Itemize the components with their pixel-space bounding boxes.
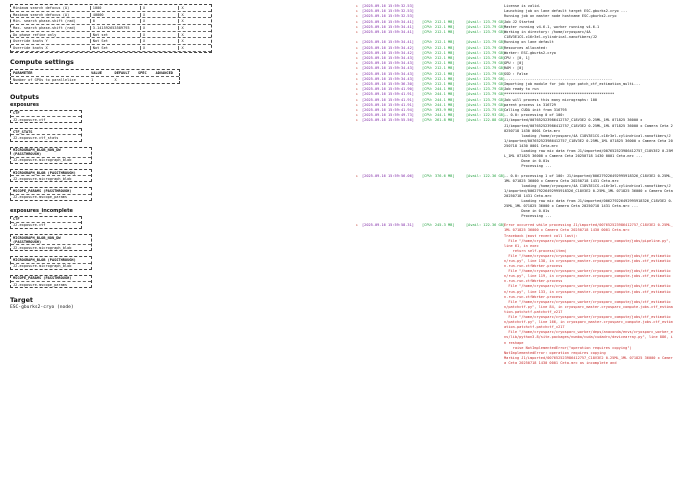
param-name: Min. search phase-shift (rad) <box>13 19 76 24</box>
log-avail: [Avail: 123.79 GB] <box>466 61 505 66</box>
param-spec: X <box>178 6 211 10</box>
log-message: C18V3E1CS-c16r3el-cylindrical-nanofibers/J2 <box>504 35 598 40</box>
log-timestamp: [2025-09-16 15:59:34.43] <box>362 61 414 66</box>
expand-arrow-icon[interactable]: ▸ <box>356 4 359 8</box>
expand-arrow-icon[interactable]: ▸ <box>356 113 359 118</box>
param-row <box>11 25 211 32</box>
expand-arrow-icon[interactable]: ▸ <box>356 108 359 113</box>
log-cpu: [CPU: 212.1 MB] <box>422 76 455 81</box>
expand-arrow-icon[interactable]: ▸ <box>356 71 359 76</box>
expand-arrow-icon[interactable]: ▸ <box>356 50 359 55</box>
output-slot[interactable] <box>10 187 92 200</box>
params-table <box>10 4 212 53</box>
expand-arrow-icon[interactable]: ▸ <box>356 87 359 92</box>
log-avail: [Avail: 123.79 GB] <box>466 92 505 97</box>
log-message: Worker: ESC-gburks2-cryo <box>504 50 556 55</box>
log-cpu: [CPU: 212.1 MB] <box>422 61 455 66</box>
expand-arrow-icon[interactable]: ▸ <box>356 223 359 228</box>
exposures-slots <box>10 110 210 204</box>
slot-item: J2.exposure.ctf_stats <box>13 135 59 140</box>
slot-header: MICROGRAPH_BLOB (PASSTHROUGH) <box>11 170 91 176</box>
expand-arrow-icon[interactable]: ▸ <box>356 76 359 81</box>
slot-item: J2.exposure.ctf <box>13 223 46 228</box>
output-slot[interactable] <box>10 110 82 123</box>
log-timestamp: [2025-09-16 15:59:56.06] <box>362 173 414 178</box>
param-value: 3.141592653589793 <box>90 26 140 30</box>
col-default: DEFAULT <box>114 70 130 75</box>
log-block-2 <box>356 174 686 220</box>
param-row <box>11 38 211 45</box>
outputs-title: Outputs <box>10 92 40 101</box>
slot-header: CTF <box>11 217 81 223</box>
param-default: X <box>140 33 178 37</box>
expand-arrow-icon[interactable]: ▸ <box>356 61 359 66</box>
log-timestamp: [2025-09-16 15:59:32.53] <box>362 4 414 8</box>
param-value: 1000 <box>90 6 140 10</box>
log-message: Job will process this many micrographs: 100 <box>504 97 598 102</box>
expand-arrow-icon[interactable]: ▸ <box>356 9 359 14</box>
expand-arrow-icon[interactable]: ▸ <box>356 45 359 50</box>
log-timestamp: [2025-09-16 15:59:34.41] <box>362 40 414 45</box>
log-message: -- 0.0: processing 0 of 100: <box>504 113 565 118</box>
log-message: -------------------------------------------------- <box>504 76 613 81</box>
log-timestamp: [2025-09-16 15:59:34.43] <box>362 76 414 81</box>
param-name: Minimum search defocus (A) <box>13 5 70 10</box>
log-block-1 <box>356 124 686 170</box>
param-spec: X <box>178 13 211 17</box>
log-timestamp: [2025-09-16 15:59:34.42] <box>362 45 414 50</box>
log-message: Running on lane default <box>504 40 554 45</box>
param-default: X <box>140 19 178 23</box>
log-message: J1/imported/007652523986412757_C18V3E2 0.25ML_1ML 071825 36000 x <box>504 118 643 123</box>
log-error-text: Error occurred while processing J1/imported/007652523986412757_C18V3E2 0.25ML_1ML 071825 36000 x Camera Ceta 20250718 1430 0001 Ceta.mrc Traceback (most recent call last): File "/home/cryosparc/cryosparc_worker/cryosparc_compute/jobs/pipeline.py", line 61, in exec return self.process(item) File "/home/cryosparc/cryosparc_worker/cryosparc_compute/jobs/ctf_estimation/run.py", line 138, in cryosparc_master.cryosparc_compute.jobs.ctf_estimation.run.run.ctfWorker.process File "/home/cryosparc/cryosparc_worker/cryosparc_compute/jobs/ctf_estimation/run.py", line 119, in cryosparc_master.cryosparc_compute.jobs.ctf_estimation.run.run.ctfWorker.process File "/home/cryosparc/cryosparc_worker/cryosparc_compute/jobs/ctf_estimation/run.py", line 133, in cryosparc_master.cryosparc_compute.jobs.ctf_estimation.run.run.ctfWorker.process File "/home/cryosparc/cryosparc_worker/cryosparc_compute/jobs/ctf_estimation/patchctf.py", line 84, in cryosparc_master.cryosparc_compute.jobs.ctf_estimation.patchctf.patchctf_v217 File "/home/cryosparc/cryosparc_worker/cryosparc_compute/jobs/ctf_estimation/patchctf.py", line 166, in cryosparc_master.cryosparc_compute.jobs.ctf_estimation.patchctf.patchctf_v217 File "/home/cryosparc/cryosparc_worker/deps/anaconda/envs/cryosparc_worker_env/lib/python3.8/site-packages/numba/cuda/cudadrv/devicearray.py", line 886, in reshape raise NotImplementedError("operation requires copying") NotImplementedError: operation requires copying Marking J1/imported/007652523986412757_C18V3E2 0.25ML_1ML 071825 36000 x Camera Ceta 20250718 1430 0001 Ceta.mrc as incomplete and <box>504 223 673 365</box>
param-value: 0 <box>90 19 140 23</box>
log-cpu: [CPU: 244.1 MB] <box>422 97 455 102</box>
compute-row <box>11 77 179 83</box>
expand-arrow-icon[interactable]: ▸ <box>356 19 359 24</box>
expand-arrow-icon[interactable]: ▸ <box>356 30 359 35</box>
log-message: SSD : False <box>504 71 528 76</box>
log-cpu: [CPU: 244.1 MB] <box>422 92 455 97</box>
param-value: 40000 <box>90 13 140 17</box>
log-message: Job ready to run <box>504 87 539 92</box>
log-cpu: [CPU: 212.1 MB] <box>422 45 455 50</box>
log-avail: [Avail: 123.79 GB] <box>466 50 505 55</box>
exposures-title: exposures <box>10 101 39 108</box>
log-cpu: [CPU: 261.8 MB] <box>422 118 455 123</box>
log-block-2-text: -- 0.0: processing 1 of 100: J1/imported/006279226492995918326_C18V3E2 0.25ML_1ML 071825 36000 x Camera Ceta 20250718 1431 Ceta.mrc loading /home/cryosparc/4A C18V3E1CS-c16r3el-cylindrical-nanofibers/J1/imported/006279226492995918326_C18V3E2 0.25ML_1ML 071825 36000 x Camera Ceta 20250718 1431 Ceta.mrc Loading raw mic data from J1/imported/006279226492995918326_C18V3E2 0.25ML_1ML 071825 36000 x Camera Ceta 20250718 1431 Ceta.mrc ... Done in 0.01s Processing ... <box>504 173 673 219</box>
param-default: X <box>140 26 178 30</box>
log-avail: [Avail: 123.75 GB] <box>466 108 505 113</box>
log-cpu: [CPU: 193.9 MB] <box>422 108 455 113</box>
log-lines <box>356 4 686 124</box>
param-name: Max. search phase-shift (rad) <box>13 25 76 30</box>
job-details-panel <box>10 4 210 310</box>
log-timestamp: [2025-09-16 15:59:36.30] <box>362 82 414 87</box>
log-timestamp: [2025-09-16 15:59:58.31] <box>362 223 414 228</box>
param-default: X <box>140 6 178 10</box>
log-avail: [Avail: 123.79 GB] <box>466 97 505 102</box>
log-avail: [Avail: 123.79 GB] <box>466 82 505 87</box>
log-message: Launching job on lane default target ESC-gburks2-cryo ... <box>504 9 628 14</box>
log-timestamp: [2025-09-16 15:59:34.41] <box>362 30 414 35</box>
param-name: Override knots Y <box>13 39 48 44</box>
log-message: Master running v4.6.1, worker running v4.6.1 <box>504 24 600 29</box>
log-avail: [Avail: 123.79 GB] <box>466 76 505 81</box>
log-cpu: [CPU: 244.1 MB] <box>422 102 455 107</box>
log-timestamp: [2025-09-16 15:59:41.90] <box>362 87 414 92</box>
slot-header: CTF_STATS <box>11 129 81 135</box>
output-slot[interactable] <box>10 147 92 164</box>
log-cpu: [CPU: 212.1 MB] <box>422 24 455 29</box>
log-message: Working in directory: /home/cryosparc/4A <box>504 30 591 35</box>
param-spec: X <box>178 33 211 37</box>
param-name: Do phase refine only <box>13 32 57 37</box>
output-slot[interactable] <box>10 234 92 251</box>
log-timestamp: [2025-09-16 15:59:49.73] <box>362 113 414 118</box>
param-spec: X <box>178 46 211 50</box>
log-timestamp: [2025-09-16 15:59:34.43] <box>362 71 414 76</box>
output-slot[interactable] <box>10 169 92 182</box>
log-timestamp: [2025-09-16 15:59:41.91] <box>362 102 414 107</box>
log-message: CPU : [0, 1] <box>504 56 530 61</box>
param-row <box>11 18 211 25</box>
param-value: Not Set <box>90 46 140 50</box>
col-value: VALUE <box>91 70 102 75</box>
log-avail: [Avail: 122.36 GB] <box>466 223 505 228</box>
log-avail: [Avail: 123.79 GB] <box>466 45 505 50</box>
param-default: X <box>140 39 178 43</box>
slot-item: J2.exposure.micrograph_blob <box>13 245 72 250</box>
expand-arrow-icon[interactable]: ▸ <box>356 24 359 29</box>
log-avail: [Avail: 123.79 GB] <box>466 24 505 29</box>
param-spec: X <box>178 39 211 43</box>
log-avail: [Avail: 122.93 GB] <box>466 113 505 118</box>
log-timestamp: [2025-09-16 15:59:34.43] <box>362 66 414 71</box>
log-cpu: [CPU: 245.3 MB] <box>422 223 455 228</box>
log-message: parent process is 316729 <box>504 102 556 107</box>
param-row <box>11 32 211 39</box>
log-avail: [Avail: 123.79 GB] <box>466 40 505 45</box>
log-timestamp: [2025-09-16 15:59:34.41] <box>362 19 414 24</box>
log-timestamp: [2025-09-16 15:59:41.91] <box>362 97 414 102</box>
expand-arrow-icon[interactable]: ▸ <box>356 173 359 178</box>
log-message: RAM : [0] <box>504 66 524 71</box>
log-cpu: [CPU: 212.1 MB] <box>422 40 455 45</box>
log-message: License is valid. <box>504 4 541 8</box>
log-avail: [Avail: 123.79 GB] <box>466 56 505 61</box>
output-slot[interactable] <box>10 128 82 141</box>
param-row <box>11 5 211 12</box>
target-title: Target <box>10 296 33 305</box>
param-name: Maximum search defocus (A) <box>13 12 70 17</box>
log-avail: [Avail: 123.79 GB] <box>466 87 505 92</box>
log-message: Calling CUDA init from 316795 <box>504 108 567 113</box>
exposures-incomplete-slots <box>10 216 210 292</box>
log-timestamp: [2025-09-16 15:59:41.91] <box>362 92 414 97</box>
slot-item: J2.exposure.micrograph_blob <box>13 176 72 181</box>
compute-settings-table <box>10 69 180 84</box>
slot-item: J2.exposure.mscope_params <box>13 282 68 287</box>
exposures-incomplete-title: exposures_incomplete <box>10 207 73 214</box>
event-log <box>356 4 686 366</box>
param-name: Override knots X <box>13 45 48 50</box>
log-cpu: [CPU: 244.1 MB] <box>422 87 455 92</box>
slot-header: MICROGRAPH_BLOB (PASSTHROUGH) <box>11 257 91 263</box>
output-slot[interactable] <box>10 275 92 288</box>
param-row <box>11 45 211 52</box>
expand-arrow-icon[interactable]: ▸ <box>356 118 359 123</box>
slot-header: CTF <box>11 111 81 117</box>
log-message: *************************************************** <box>504 92 615 97</box>
log-avail: [Avail: 123.79 GB] <box>466 19 505 24</box>
log-cpu: [CPU: 212.1 MB] <box>422 50 455 55</box>
param-spec: X <box>178 26 211 30</box>
param-value: Not Set <box>90 39 140 43</box>
log-message: GPU : [0] <box>504 61 524 66</box>
log-message: Job J2 Started <box>504 19 535 24</box>
expand-arrow-icon[interactable]: ▸ <box>356 40 359 45</box>
log-avail: [Avail: 123.79 GB] <box>466 30 505 35</box>
col-advanced: ADVANCED <box>155 70 173 75</box>
param-default: X <box>140 13 178 17</box>
slot-header: MICROGRAPH_BLOB_NON_DW (PASSTHROUGH) <box>11 235 91 245</box>
log-timestamp: [2025-09-16 15:59:32.53] <box>362 14 414 19</box>
log-avail: [Avail: 123.79 GB] <box>466 71 505 76</box>
log-avail: [Avail: 122.88 GB] <box>466 118 505 123</box>
expand-arrow-icon[interactable]: ▸ <box>356 14 359 19</box>
compute-settings-title: Compute settings <box>10 57 74 66</box>
slot-header: MICROGRAPH_BLOB_NON_DW (PASSTHROUGH) <box>11 148 91 158</box>
slot-item: J2.exposure.ctf <box>13 117 46 122</box>
expand-arrow-icon[interactable]: ▸ <box>356 97 359 102</box>
log-cpu: [CPU: 376.6 MB] <box>422 173 455 178</box>
log-block-1-text: J1/imported/007652523986412757_C18V3E2 0.25ML_1ML 071825 36000 x Camera Ceta 20250718 1430 0001 Ceta.mrc loading /home/cryosparc/4A C18V3E1CS-c16r3el-cylindrical-nanofibers/J1/imported/007652523986412757_C18V3E2 0.25ML_1ML 071825 36000 x Camera Ceta 20250718 1430 0001 Ceta.mrc Loading raw mic data from J1/imported/007652523986412757_C18V3E2 0.25ML_1ML 071825 36000 x Camera Ceta 20250718 1430 0001 Ceta.mrc ... Done in 0.01s Processing ... <box>504 123 673 169</box>
log-avail: [Avail: 123.79 GB] <box>466 102 505 107</box>
log-cpu: [CPU: 212.1 MB] <box>422 30 455 35</box>
col-parameter: PARAMETER <box>13 70 33 75</box>
log-cpu: [CPU: 212.1 MB] <box>422 71 455 76</box>
compute-default: X <box>114 77 117 82</box>
slot-header: MSCOPE_PARAMS (PASSTHROUGH) <box>11 276 91 282</box>
log-timestamp: [2025-09-16 15:59:34.41] <box>362 24 414 29</box>
col-spec: SPEC <box>137 70 147 75</box>
log-timestamp: [2025-09-16 15:59:55.56] <box>362 118 414 123</box>
param-spec: X <box>178 19 211 23</box>
slot-header: MSCOPE_PARAMS (PASSTHROUGH) <box>11 188 91 194</box>
expand-arrow-icon[interactable]: ▸ <box>356 92 359 97</box>
log-timestamp: [2025-09-16 15:59:34.42] <box>362 50 414 55</box>
param-default: X <box>140 46 178 50</box>
log-block-error <box>356 223 686 366</box>
log-avail: [Avail: 123.79 GB] <box>466 66 505 71</box>
log-message: Resources allocated: <box>504 45 548 50</box>
log-cpu: [CPU: 244.1 MB] <box>422 113 455 118</box>
log-cpu: [CPU: 212.1 MB] <box>422 56 455 61</box>
expand-arrow-icon[interactable]: ▸ <box>356 102 359 107</box>
log-cpu: [CPU: 212.1 MB] <box>422 19 455 24</box>
expand-arrow-icon[interactable]: ▸ <box>356 66 359 71</box>
compute-param: Number of GPUs to parallelize <box>13 77 76 82</box>
target-value: ESC-gburks2-cryo (node) <box>10 305 74 311</box>
output-slot[interactable] <box>10 256 92 269</box>
log-cpu: [CPU: 212.1 MB] <box>422 82 455 87</box>
log-timestamp: [2025-09-16 15:59:41.94] <box>362 108 414 113</box>
param-value: Not set <box>90 33 140 37</box>
compute-header-row <box>11 70 179 77</box>
log-message: Running job on master node hostname ESC-gburks2-cryo <box>504 14 617 19</box>
log-avail: [Avail: 122.36 GB] <box>466 173 505 178</box>
output-slot[interactable] <box>10 216 82 229</box>
compute-value: 1 <box>91 77 94 82</box>
log-cpu: [CPU: 212.1 MB] <box>422 66 455 71</box>
log-timestamp: [2025-09-16 15:59:32.53] <box>362 9 414 14</box>
expand-arrow-icon[interactable]: ▸ <box>356 56 359 61</box>
slot-item: J2.exposure.mscope_params <box>13 195 68 200</box>
slot-item: J2.exposure.micrograph_blob <box>13 158 72 163</box>
log-timestamp: [2025-09-16 15:59:34.43] <box>362 56 414 61</box>
slot-item: J2.exposure.micrograph_blob <box>13 264 72 269</box>
expand-arrow-icon[interactable]: ▸ <box>356 82 359 87</box>
param-row <box>11 12 211 19</box>
log-message: Importing job module for job type patch_ctf_estimation_multi... <box>504 82 641 87</box>
